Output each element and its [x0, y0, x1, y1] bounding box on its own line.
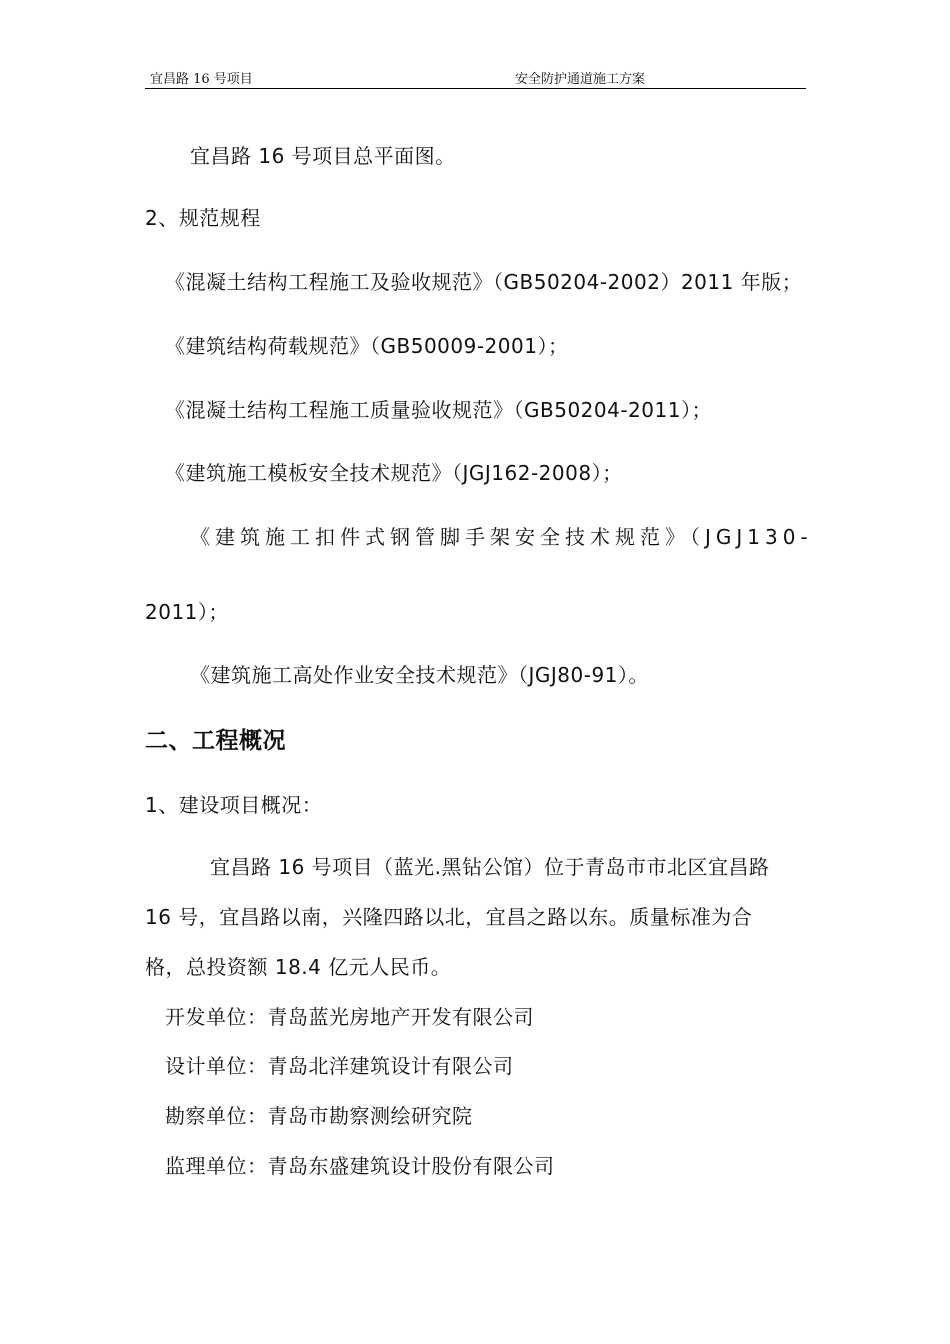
spec-item: 《混凝土结构工程施工质量验收规范》（GB50204-2011）；: [165, 398, 712, 422]
survey-unit: 勘察单位：青岛市勘察测绘研究院: [165, 1104, 473, 1128]
design-unit: 设计单位：青岛北洋建筑设计有限公司: [165, 1054, 514, 1078]
spec-item: 《建筑施工高处作业安全技术规范》（JGJ80-91）。: [190, 663, 649, 687]
header-document-title: 安全防护通道施工方案: [515, 72, 646, 87]
plan-reference: 宜昌路 16 号项目总平面图。: [190, 144, 456, 168]
spec-item-continuation: 2011）；: [145, 600, 229, 624]
spec-item: 《建筑施工扣件式钢管脚手架安全技术规范》（JGJ130-: [190, 525, 813, 549]
spec-item: 《混凝土结构工程施工及验收规范》（GB50204-2002）2011 年版；: [165, 270, 803, 294]
spec-item: 《建筑结构荷载规范》（GB50009-2001）；: [165, 334, 569, 358]
overview-paragraph-line: 宜昌路 16 号项目（蓝光.黑钻公馆）位于青岛市市北区宜昌路: [210, 855, 770, 879]
overview-paragraph-line: 格，总投资额 18.4 亿元人民币。: [145, 955, 452, 979]
developer-unit: 开发单位：青岛蓝光房地产开发有限公司: [165, 1005, 534, 1029]
overview-paragraph-line: 16 号，宜昌路以南，兴隆四路以北，宜昌之路以东。质量标准为合: [145, 905, 753, 929]
spec-item: 《建筑施工模板安全技术规范》（JGJ162-2008）；: [165, 461, 623, 485]
page-header: [145, 66, 806, 89]
section-overview-title: 1、建设项目概况：: [145, 793, 323, 817]
header-project-name: 宜昌路 16 号项目: [150, 72, 253, 87]
section-specs-title: 2、规范规程: [145, 206, 261, 230]
chapter-title: 二、工程概况: [145, 728, 286, 754]
supervision-unit: 监理单位：青岛东盛建筑设计股份有限公司: [165, 1154, 555, 1178]
